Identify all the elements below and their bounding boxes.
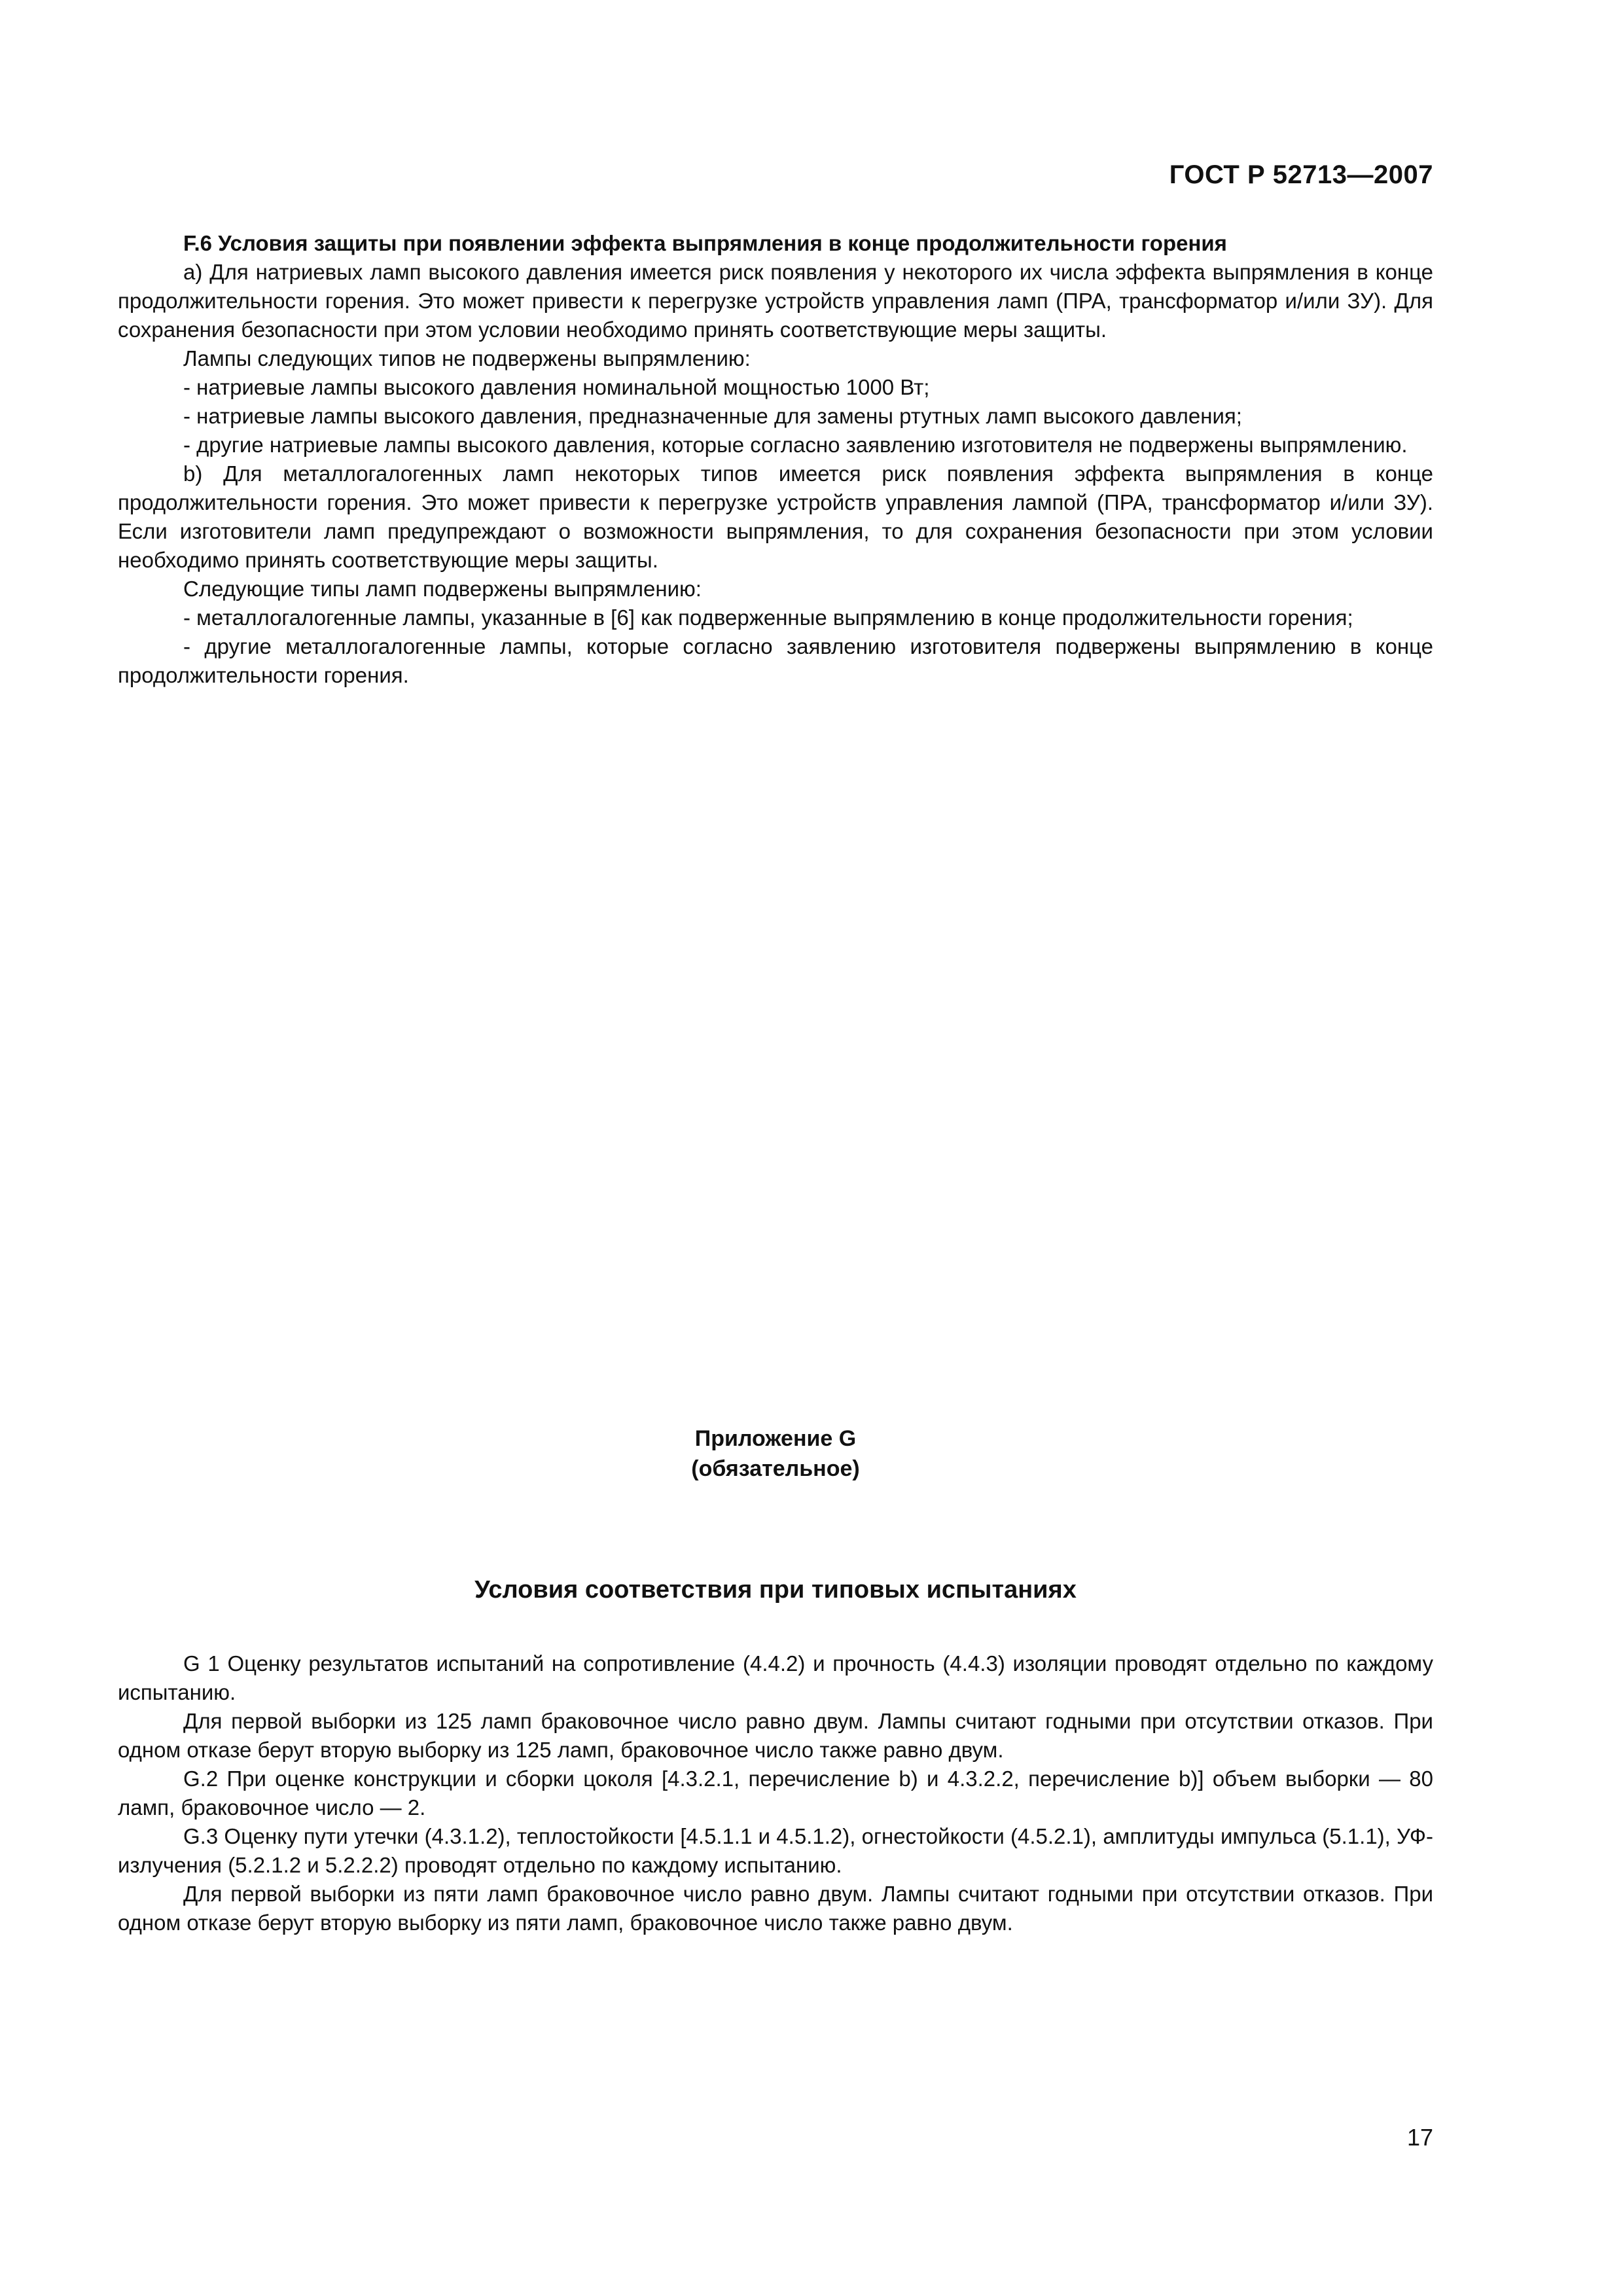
list-item: - металлогалогенные лампы, указанные в [6] как подверженные выпрямлению в конце продолжительности горения; — [183, 605, 1353, 630]
appendix-title: Условия соответствия при типовых испытаниях — [474, 1576, 1077, 1604]
clause-g3: G.3 Оценку пути утечки (4.3.1.2), теплостойкости [4.5.1.1 и 4.5.1.2), огнестойкости (4.5.2.1), амплитуды импульса (5.1.1), УФ-излучения (5.2.1.2 и 5.2.2.2) проводят отдельно по каждому испытанию. — [118, 1824, 1433, 1877]
section-f6-title: F.6 Условия защиты при появлении эффекта выпрямления в конце продолжительности горения — [183, 231, 1227, 255]
list-item: - натриевые лампы высокого давления, предназначенные для замены ртутных ламп высокого давления; — [183, 404, 1242, 428]
section-g — [118, 1649, 1433, 1937]
clause-g1-sample: Для первой выборки из 125 ламп браковочное число равно двум. Лампы считают годными при отсутствии отказов. При одном отказе берут вторую выборку из 125 ламп, браковочное число также равно двум. — [118, 1709, 1433, 1762]
clause-g3-sample: Для первой выборки из пяти ламп браковочное число равно двум. Лампы считают годными при отсутствии отказов. При одном отказе берут вторую выборку из пяти ламп, браковочное число также равно двум. — [118, 1882, 1433, 1935]
clause-g2: G.2 При оценке конструкции и сборки цоколя [4.3.2.1, перечисление b) и 4.3.2.2, перечисление b)] объем выборки — 80 ламп, браковочное число — 2. — [118, 1767, 1433, 1820]
list-item: - другие металлогалогенные лампы, которые согласно заявлению изготовителя подвержены выпрямлению в конце продолжительности горения. — [118, 634, 1433, 687]
section-f6-para-b: b) Для металлогалогенных ламп некоторых типов имеется риск появления эффекта выпрямления в конце продолжительности горения. Это может привести к перегрузке устройств управления лампой (ПРА, трансформатор и/или ЗУ). Если изготовители ламп предупреждают о возможности выпрямления, то для сохранения безопасности при этом условии необходимо принять соответствующие меры защиты. — [118, 461, 1433, 572]
section-f6-para-a: a) Для натриевых ламп высокого давления имеется риск появления у некоторого их числа эффекта выпрямления в конце продолжительности горения. Это может привести к перегрузке устройств управления ламп (ПРА, трансформатор и/или ЗУ). Для сохранения безопасности при этом условии необходимо принять соответствующие меры защиты. — [118, 260, 1433, 342]
appendix-heading — [118, 1424, 1433, 1484]
list-item: - натриевые лампы высокого давления номинальной мощностью 1000 Вт; — [183, 375, 930, 399]
appendix-label: Приложение G — [694, 1426, 857, 1451]
section-f6-subject-intro: Следующие типы ламп подвержены выпрямлению: — [183, 577, 702, 601]
page-number: 17 — [1406, 2124, 1433, 2151]
list-item: - другие натриевые лампы высокого давления, которые согласно заявлению изготовителя не подвержены выпрямлению. — [183, 433, 1408, 457]
section-f6 — [118, 229, 1433, 690]
document-standard-id: ГОСТ Р 52713—2007 — [1169, 160, 1433, 189]
clause-g1: G 1 Оценку результатов испытаний на сопротивление (4.4.2) и прочность (4.4.3) изоляции проводят отдельно по каждому испытанию. — [118, 1651, 1433, 1704]
section-f6-not-subject-intro: Лампы следующих типов не подвержены выпрямлению: — [183, 346, 751, 370]
appendix-status: (обязательное) — [691, 1456, 860, 1481]
